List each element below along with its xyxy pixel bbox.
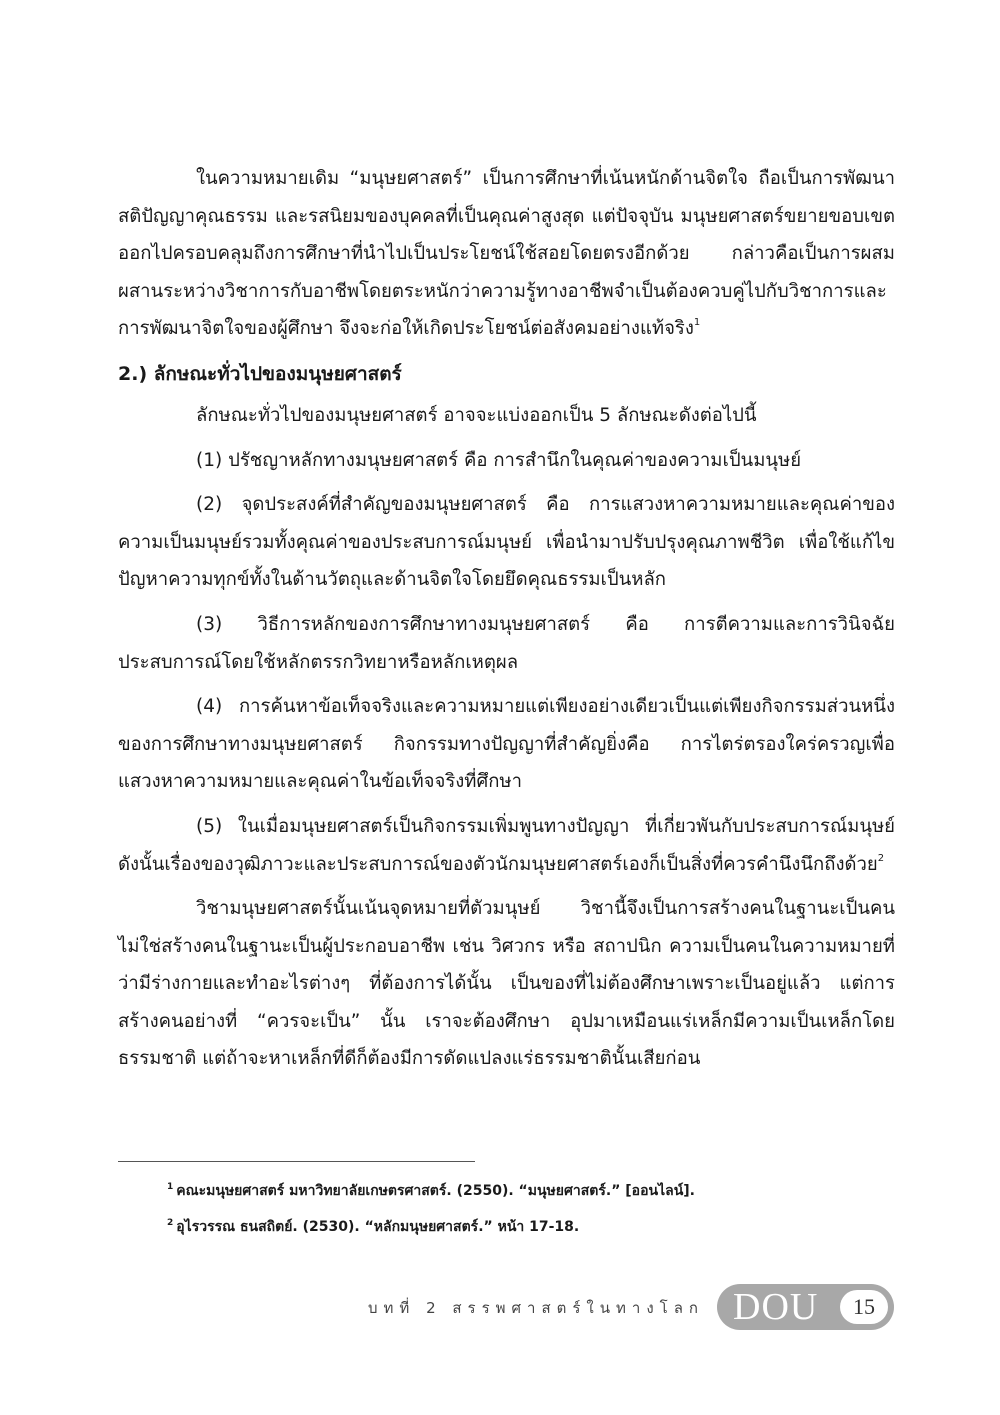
body-content (118, 160, 895, 1085)
footnote-1-number: 1 (167, 1182, 174, 1192)
intro-paragraph (118, 160, 895, 348)
list-item-1: (1) ปรัชญาหลักทางมนุษยศาสตร์ คือ การสำนึกในคุณค่าของความเป็นมนุษย์ (196, 449, 802, 471)
footnote-ref-1: 1 (693, 317, 701, 329)
list-item-5 (118, 808, 895, 883)
list-item-5-text: (5) ในเมื่อมนุษยศาสตร์เป็นกิจกรรมเพิ่มพูนทางปัญญา ที่เกี่ยวพันกับประสบการณ์มนุษย์ ดังนั้นเรื่องของวุฒิภาวะและประสบการณ์ของตัวนักมนุษยศาสตร์เองก็เป็นสิ่งที่ควรคำนึงนึกถึงด้วย (118, 815, 895, 875)
dou-logo-text: DOU (733, 1286, 819, 1328)
intro-paragraph-text: ในความหมายเดิม “มนุษยศาสตร์” เป็นการศึกษาที่เน้นหนักด้านจิตใจ ถือเป็นการพัฒนาสติปัญญาคุณธรรม และรสนิยมของบุคคลที่เป็นคุณค่าสูงสุด แต่ปัจจุบัน มนุษยศาสตร์ขยายขอบเขตออกไปครอบคลุมถึงการศึกษาที่นำไปเป็นประโยชน์ใช้สอยโดยตรงอีกด้วย กล่าวคือเป็นการผสมผสานระหว่างวิชาการกับอาชีพโดยตระหนักว่าความรู้ทางอาชีพจำเป็นต้องควบคู่ไปกับวิชาการและการพัฒนาจิตใจของผู้ศึกษา จึงจะก่อให้เกิดประโยชน์ต่อสังคมอย่างแท้จริง (118, 168, 895, 340)
list-item-4: (4) การค้นหาข้อเท็จจริงและความหมายแต่เพียงอย่างเดียวเป็นแต่เพียงกิจกรรมส่วนหนึ่งของการศึกษาทางมนุษยศาสตร์ กิจกรรมทางปัญญาที่สำคัญยิ่งคือ การไตร่ตรองใคร่ครวญเพื่อแสวงหาความหมายและคุณค่าในข้อเท็จจริงที่ศึกษา (118, 696, 895, 793)
footnote-2 (167, 1216, 887, 1238)
page-number: 15 (840, 1290, 888, 1324)
list-item-2: (2) จุดประสงค์ที่สำคัญของมนุษยศาสตร์ คือ การแสวงหาความหมายและคุณค่าของความเป็นมนุษย์รวมทั้งคุณค่าของประสบการณ์มนุษย์ เพื่อนำมาปรับปรุงคุณภาพชีวิต เพื่อใช้แก้ไขปัญหาความทุกข์ทั้งในด้านวัตถุและด้านจิตใจโดยยึดคุณธรรมเป็นหลัก (118, 494, 895, 591)
footnote-2-number: 2 (167, 1218, 174, 1228)
footnote-2-text: อุไรวรรณ ธนสถิตย์. (2530). “หลักมนุษยศาสตร์.” หน้า 17-18. (176, 1219, 580, 1235)
footnote-1-text: คณะมนุษยศาสตร์ มหาวิทยาลัยเกษตรศาสตร์. (2550). “มนุษยศาสตร์.” [ออนไลน์]. (176, 1183, 695, 1199)
footnote-ref-2: 2 (877, 852, 885, 864)
footnote-1 (167, 1180, 887, 1202)
closing-paragraph: วิชามนุษยศาสตร์นั้นเน้นจุดหมายที่ตัวมนุษย์ วิชานี้จึงเป็นการสร้างคนในฐานะเป็นคน ไม่ใช่สร้างคนในฐานะเป็นผู้ประกอบอาชีพ เช่น วิศวกร หรือ สถาปนิก ความเป็นคนในความหมายที่ว่ามีร่างกายและทำอะไรต่างๆ ที่ต้องการได้นั้น เป็นของที่ไม่ต้องศึกษาเพราะเป็นอยู่แล้ว แต่การสร้างคนอย่างที่ “ควรจะเป็น” นั้น เราจะต้องศึกษา อุปมาเหมือนแร่เหล็กมีความเป็นเหล็กโดยธรรมชาติ แต่ถ้าจะหาเหล็กที่ดีก็ต้องมีการดัดแปลงแร่ธรรมชาตินั้นเสียก่อน (118, 898, 895, 1070)
section-intro: ลักษณะทั่วไปของมนุษยศาสตร์ อาจจะแบ่งออกเป็น 5 ลักษณะดังต่อไปนี้ (196, 404, 757, 426)
dou-logo-badge (717, 1284, 894, 1330)
footnote-divider (118, 1161, 475, 1162)
list-item-3: (3) วิธีการหลักของการศึกษาทางมนุษยศาสตร์ คือ การตีความและการวินิจฉัยประสบการณ์โดยใช้หลักตรรกวิทยาหรือหลักเหตุผล (118, 613, 895, 673)
section-heading: 2.) ลักษณะทั่วไปของมนุษยศาสตร์ (118, 362, 402, 385)
footnotes (167, 1180, 887, 1252)
chapter-footer: บทที่ 2 สรรพศาสตร์ในทางโลก (368, 1299, 704, 1317)
